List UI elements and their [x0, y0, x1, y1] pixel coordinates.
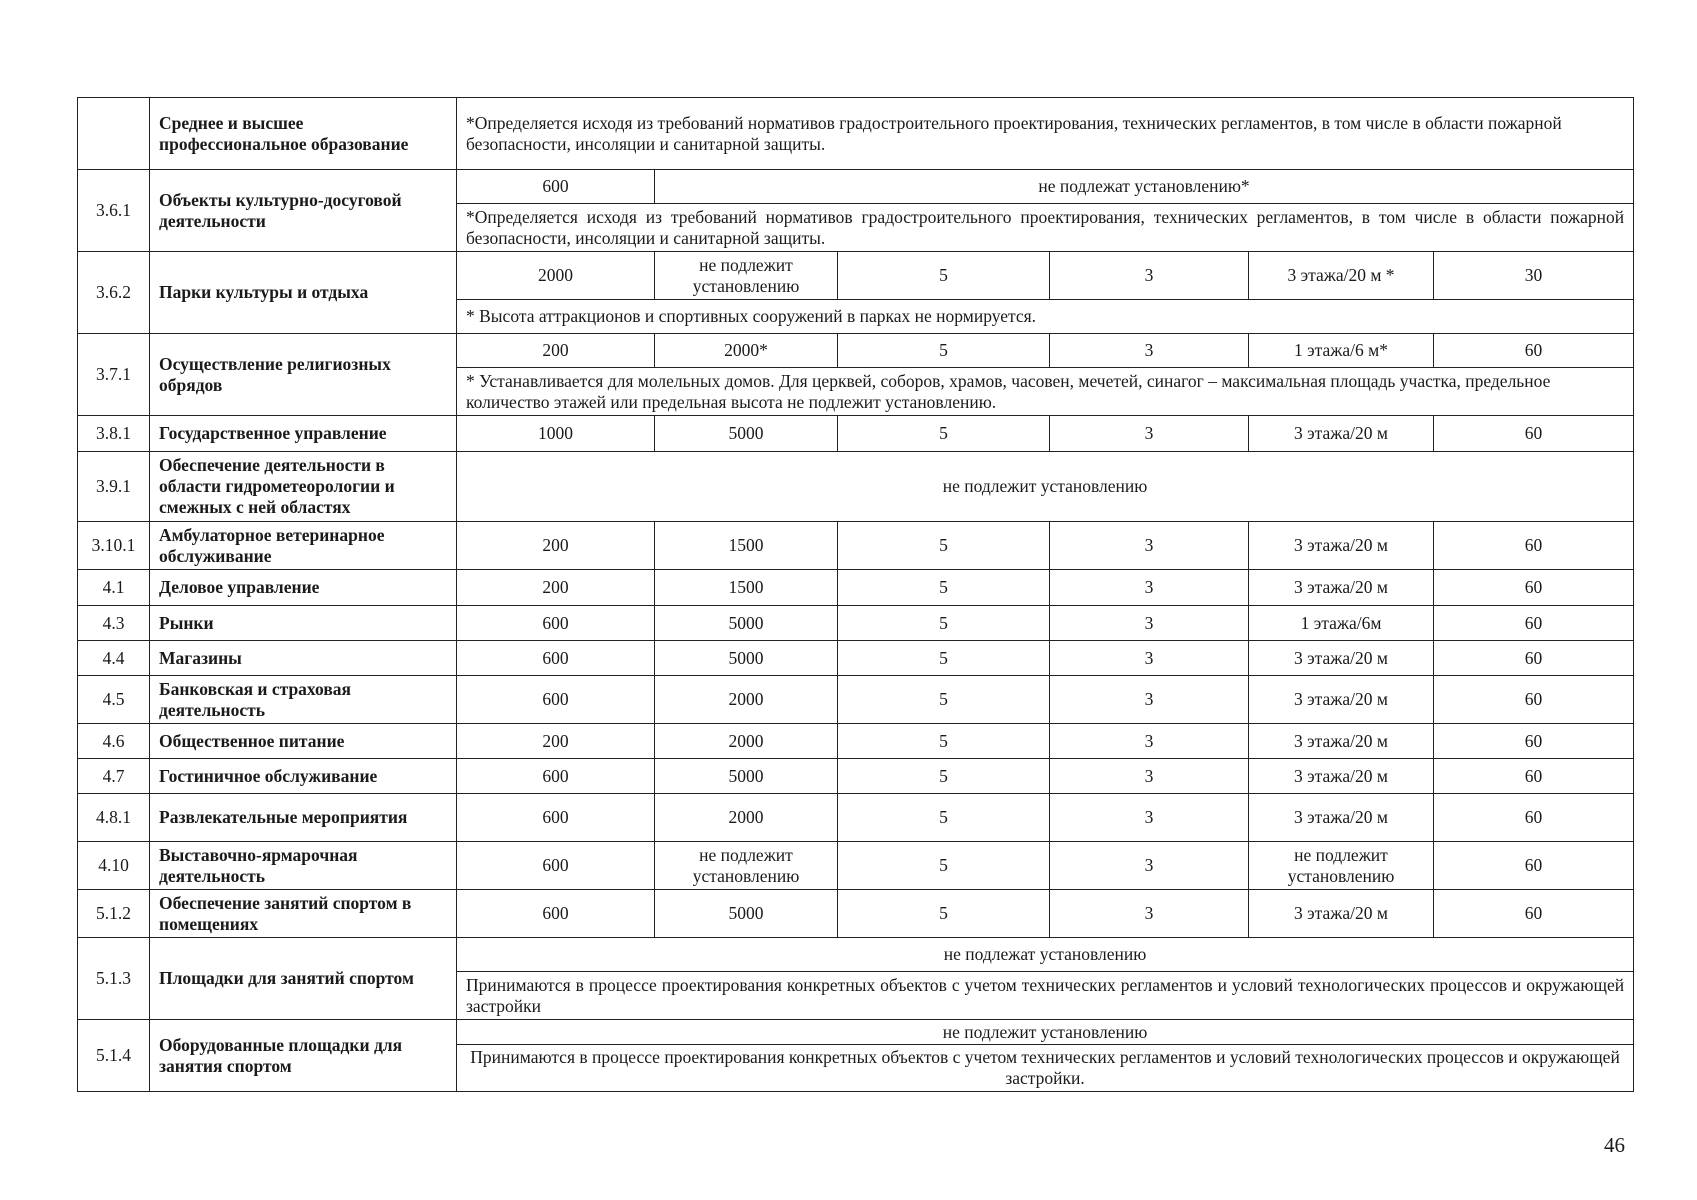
- table-row: [78, 334, 1634, 368]
- floors-height-cell: 3 этажа/20 м *: [1249, 252, 1434, 300]
- value-cell-3: 5: [838, 794, 1050, 842]
- row-code: 4.10: [78, 842, 150, 890]
- merged-value-cell: не подлежит установлению: [457, 452, 1634, 522]
- min-area-cell: 200: [457, 724, 655, 759]
- value-cell-4: 3: [1050, 842, 1249, 890]
- floors-height-cell: 3 этажа/20 м: [1249, 759, 1434, 794]
- row-name: Банковская и страховая деятельность: [150, 676, 457, 724]
- table-row: [78, 842, 1634, 890]
- max-area-cell: 5000: [655, 890, 838, 938]
- value-cell-4: 3: [1050, 724, 1249, 759]
- row-code: 5.1.2: [78, 890, 150, 938]
- row-code: 5.1.4: [78, 1020, 150, 1092]
- max-area-cell: 5000: [655, 759, 838, 794]
- floors-height-cell: 3 этажа/20 м: [1249, 890, 1434, 938]
- row-name: Площадки для занятий спортом: [150, 938, 457, 1020]
- coverage-cell: 60: [1434, 759, 1634, 794]
- value-cell-4: 3: [1050, 416, 1249, 452]
- row-name: Осуществление религиозных обрядов: [150, 334, 457, 416]
- floors-height-cell: 3 этажа/20 м: [1249, 570, 1434, 606]
- row-code: 4.8.1: [78, 794, 150, 842]
- value-cell-3: 5: [838, 842, 1050, 890]
- table-row: [78, 452, 1634, 522]
- row-name: Гостиничное обслуживание: [150, 759, 457, 794]
- coverage-cell: 60: [1434, 842, 1634, 890]
- row-code: 3.6.1: [78, 170, 150, 252]
- value-cell-3: 5: [838, 676, 1050, 724]
- min-area-cell: 600: [457, 842, 655, 890]
- max-area-cell: 2000: [655, 794, 838, 842]
- coverage-cell: 60: [1434, 890, 1634, 938]
- table-row: [78, 170, 1634, 204]
- coverage-cell: 60: [1434, 334, 1634, 368]
- row-code: 4.5: [78, 676, 150, 724]
- value-cell-3: 5: [838, 641, 1050, 676]
- table-row: [78, 641, 1634, 676]
- row-name: Обеспечение занятий спортом в помещениях: [150, 890, 457, 938]
- table-row: [78, 938, 1634, 972]
- floors-height-cell: 3 этажа/20 м: [1249, 641, 1434, 676]
- min-area-cell: 600: [457, 890, 655, 938]
- value-cell-3: 5: [838, 759, 1050, 794]
- row-code: 4.6: [78, 724, 150, 759]
- row-name: Парки культуры и отдыха: [150, 252, 457, 334]
- row-note: Принимаются в процессе проектирования конкретных объектов с учетом технических регламентов и условий технологических процессов и окружающей застройки: [457, 972, 1634, 1020]
- value-cell-3: 5: [838, 570, 1050, 606]
- table-row: [78, 890, 1634, 938]
- min-area-cell: 600: [457, 641, 655, 676]
- coverage-cell: 60: [1434, 794, 1634, 842]
- floors-height-cell: 3 этажа/20 м: [1249, 676, 1434, 724]
- row-code: 3.8.1: [78, 416, 150, 452]
- row-code: 3.7.1: [78, 334, 150, 416]
- value-cell-4: 3: [1050, 794, 1249, 842]
- floors-height-cell: 3 этажа/20 м: [1249, 416, 1434, 452]
- table-row: [78, 252, 1634, 300]
- floors-height-cell: 3 этажа/20 м: [1249, 724, 1434, 759]
- table-row: [78, 759, 1634, 794]
- floors-height-cell: 1 этажа/6м: [1249, 606, 1434, 641]
- value-cell-3: 5: [838, 252, 1050, 300]
- coverage-cell: 60: [1434, 676, 1634, 724]
- row-name: Среднее и высшее профессиональное образование: [150, 98, 457, 170]
- max-area-cell: не подлежит установлению: [655, 842, 838, 890]
- value-cell-3: 5: [838, 416, 1050, 452]
- value-cell-3: 5: [838, 606, 1050, 641]
- row-name: Рынки: [150, 606, 457, 641]
- max-area-cell: 1500: [655, 570, 838, 606]
- floors-height-cell: 3 этажа/20 м: [1249, 794, 1434, 842]
- value-cell-4: 3: [1050, 890, 1249, 938]
- row-name: Магазины: [150, 641, 457, 676]
- min-area-cell: 1000: [457, 416, 655, 452]
- max-area-cell: 1500: [655, 522, 838, 570]
- page-number: 46: [1604, 1133, 1625, 1157]
- table-row: [78, 416, 1634, 452]
- min-area-cell: 600: [457, 676, 655, 724]
- value-cell-4: 3: [1050, 676, 1249, 724]
- coverage-cell: 60: [1434, 522, 1634, 570]
- min-area-cell: 600: [457, 794, 655, 842]
- value-cell-3: 5: [838, 522, 1050, 570]
- floors-height-cell: 3 этажа/20 м: [1249, 522, 1434, 570]
- max-area-cell: не подлежит установлению: [655, 252, 838, 300]
- row-name: Объекты культурно-досуговой деятельности: [150, 170, 457, 252]
- row-name: Обеспечение деятельности в области гидрометеорологии и смежных с ней областях: [150, 452, 457, 522]
- row-note: * Высота аттракционов и спортивных сооружений в парках не нормируется.: [457, 300, 1634, 334]
- coverage-cell: 60: [1434, 724, 1634, 759]
- table-row: [78, 522, 1634, 570]
- value-cell-3: 5: [838, 724, 1050, 759]
- row-code: 3.6.2: [78, 252, 150, 334]
- coverage-cell: 30: [1434, 252, 1634, 300]
- row-name: Оборудованные площадки для занятия спортом: [150, 1020, 457, 1092]
- floors-height-cell: не подлежит установлению: [1249, 842, 1434, 890]
- min-area-cell: 200: [457, 334, 655, 368]
- min-area-cell: 200: [457, 570, 655, 606]
- table-row: [78, 794, 1634, 842]
- row-name: Развлекательные мероприятия: [150, 794, 457, 842]
- value-cell-4: 3: [1050, 522, 1249, 570]
- max-area-cell: 5000: [655, 416, 838, 452]
- row-note: *Определяется исходя из требований нормативов градостроительного проектирования, технических регламентов, в том числе в области пожарной безопасности, инсоляции и санитарной защиты.: [457, 98, 1634, 170]
- max-area-cell: 5000: [655, 606, 838, 641]
- row-code: 3.9.1: [78, 452, 150, 522]
- row-name: Государственное управление: [150, 416, 457, 452]
- min-area-cell: 200: [457, 522, 655, 570]
- max-area-cell: 2000*: [655, 334, 838, 368]
- merged-value-cell: не подлежит установлению: [457, 1020, 1634, 1045]
- row-code: 3.10.1: [78, 522, 150, 570]
- land-use-parameters-table: [77, 97, 1634, 1092]
- value-cell-4: 3: [1050, 606, 1249, 641]
- row-name: Общественное питание: [150, 724, 457, 759]
- row-name: Деловое управление: [150, 570, 457, 606]
- value-cell-4: 3: [1050, 759, 1249, 794]
- floors-height-cell: 1 этажа/6 м*: [1249, 334, 1434, 368]
- min-area-cell: 600: [457, 170, 655, 204]
- value-cell-3: 5: [838, 334, 1050, 368]
- coverage-cell: 60: [1434, 606, 1634, 641]
- row-name: Выставочно-ярмарочная деятельность: [150, 842, 457, 890]
- row-code: 5.1.3: [78, 938, 150, 1020]
- row-note: * Устанавливается для молельных домов. Для церквей, соборов, храмов, часовен, мечетей, синагог – максимальная площадь участка, предельное количество этажей или предельная высота не подлежит установлению.: [457, 368, 1634, 416]
- table-row: [78, 1020, 1634, 1045]
- table-row: [78, 676, 1634, 724]
- coverage-cell: 60: [1434, 570, 1634, 606]
- table-row: [78, 98, 1634, 170]
- row-code: 4.4: [78, 641, 150, 676]
- table-row: [78, 606, 1634, 641]
- max-area-cell: 5000: [655, 641, 838, 676]
- row-note: Принимаются в процессе проектирования конкретных объектов с учетом технических регламентов и условий технологических процессов и окружающей застройки.: [457, 1045, 1634, 1092]
- table-row: [78, 570, 1634, 606]
- row-code: 4.3: [78, 606, 150, 641]
- value-cell-3: 5: [838, 890, 1050, 938]
- value-cell-4: 3: [1050, 252, 1249, 300]
- row-note: *Определяется исходя из требований нормативов градостроительного проектирования, технических регламентов, в том числе в области пожарной безопасности, инсоляции и санитарной защиты.: [457, 204, 1634, 252]
- min-area-cell: 600: [457, 759, 655, 794]
- merged-value-cell: не подлежат установлению: [457, 938, 1634, 972]
- merged-value-cell: не подлежат установлению*: [655, 170, 1634, 204]
- table-row: [78, 724, 1634, 759]
- row-code: 4.7: [78, 759, 150, 794]
- min-area-cell: 600: [457, 606, 655, 641]
- max-area-cell: 2000: [655, 724, 838, 759]
- coverage-cell: 60: [1434, 641, 1634, 676]
- coverage-cell: 60: [1434, 416, 1634, 452]
- row-code: 4.1: [78, 570, 150, 606]
- value-cell-4: 3: [1050, 570, 1249, 606]
- max-area-cell: 2000: [655, 676, 838, 724]
- value-cell-4: 3: [1050, 334, 1249, 368]
- row-name: Амбулаторное ветеринарное обслуживание: [150, 522, 457, 570]
- row-code: [78, 98, 150, 170]
- value-cell-4: 3: [1050, 641, 1249, 676]
- min-area-cell: 2000: [457, 252, 655, 300]
